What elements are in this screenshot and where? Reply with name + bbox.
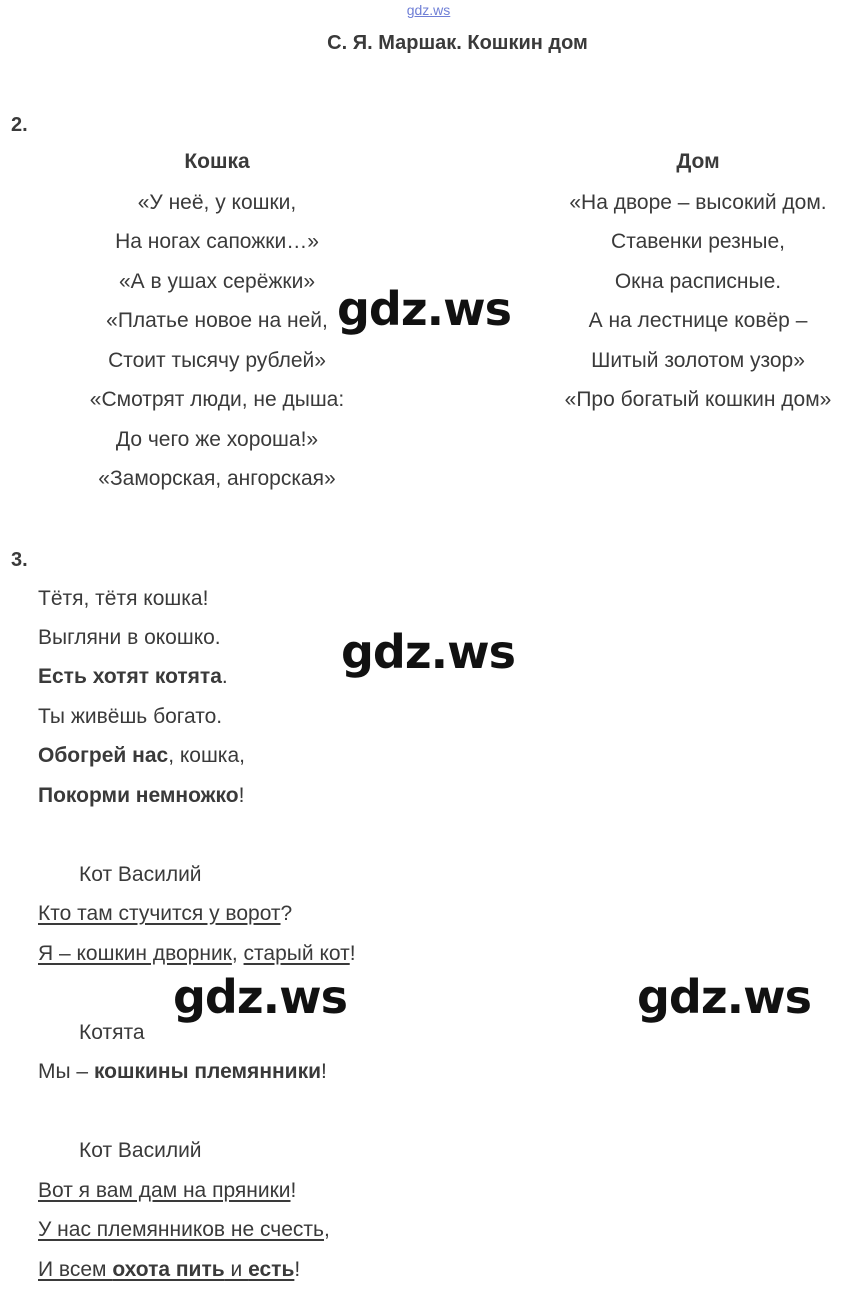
cat-line: «У неё, у кошки, xyxy=(137,191,297,214)
cat-line: «Платье новое на ней, xyxy=(106,309,328,332)
verse-text: И всем xyxy=(38,1258,113,1281)
section-number-2: 2. xyxy=(11,114,28,136)
page-title: С. Я. Маршак. Кошкин дом xyxy=(327,32,588,54)
underlined-text: У нас племянников не счесть xyxy=(38,1218,324,1241)
watermark-text: gdz.ws xyxy=(637,970,811,1024)
watermark-text: gdz.ws xyxy=(341,625,515,679)
verse-text: ! xyxy=(321,1060,327,1083)
verse-line xyxy=(38,1218,330,1242)
watermark-text: gdz.ws xyxy=(173,970,347,1024)
house-line: «На дворе – высокий дом. xyxy=(569,191,827,214)
cat-line: Стоит тысячу рублей» xyxy=(108,349,326,372)
underlined-text: Кто там стучится у ворот xyxy=(38,902,281,925)
cat-line: До чего же хороша!» xyxy=(115,428,319,451)
verse-line: Тётя, тётя кошка! xyxy=(38,587,209,610)
house-line: Шитый золотом узор» xyxy=(591,349,805,372)
cat-column-heading: Кошка xyxy=(184,150,250,173)
verse-line xyxy=(38,784,244,808)
underlined-text: Я – кошкин дворник xyxy=(38,942,232,965)
verse-text: , xyxy=(323,1218,330,1241)
verse-line xyxy=(38,1179,296,1203)
verse-text: ? xyxy=(280,902,293,925)
emphasis-text: кошкины племянники xyxy=(93,1060,322,1083)
verse-line xyxy=(38,1060,327,1084)
verse-line xyxy=(38,744,245,768)
verse-line xyxy=(38,942,356,966)
speaker-name: Котята xyxy=(79,1021,145,1044)
verse-line xyxy=(38,1258,300,1282)
verse-text: , кошка, xyxy=(168,744,245,767)
cat-line: «Смотрят люди, не дыша: xyxy=(89,388,345,411)
verse-text: ! xyxy=(290,1179,297,1202)
verse-line: Ты живёшь богато. xyxy=(38,705,223,728)
underlined-text: Вот я вам дам на пряники xyxy=(38,1179,291,1202)
emphasis-text: Покорми немножко xyxy=(38,784,239,807)
verse-text: , xyxy=(231,942,244,965)
speaker-name: Кот Василий xyxy=(79,863,202,886)
house-line: А на лестнице ковёр – xyxy=(588,309,808,332)
watermark-text: gdz.ws xyxy=(337,282,511,336)
verse-line: Выгляни в окошко. xyxy=(38,626,221,649)
underlined-text: старый кот xyxy=(243,942,350,965)
emphasis-text: Есть хотят котята xyxy=(38,665,222,688)
speaker-name: Кот Василий xyxy=(79,1139,202,1162)
verse-text: . xyxy=(221,665,228,688)
verse-text: Мы – xyxy=(38,1060,94,1083)
emphasis-text: Обогрей нас xyxy=(38,744,169,767)
verse-text: и xyxy=(224,1258,249,1281)
verse-text: ! xyxy=(294,1258,301,1281)
house-line: Окна расписные. xyxy=(614,270,782,293)
emphasis-text: есть xyxy=(248,1258,295,1281)
emphasis-text: охота пить xyxy=(112,1258,225,1281)
section-number-3: 3. xyxy=(11,549,28,571)
verse-text: ! xyxy=(349,942,356,965)
cat-line: «А в ушах серёжки» xyxy=(118,270,316,293)
house-line: Ставенки резные, xyxy=(611,230,785,253)
top-watermark-link[interactable]: gdz.ws xyxy=(406,2,451,18)
verse-text: ! xyxy=(238,784,245,807)
cat-line: «Заморская, ангорская» xyxy=(98,467,336,490)
house-line: «Про богатый кошкин дом» xyxy=(564,388,832,411)
verse-line xyxy=(38,902,292,926)
underlined-text xyxy=(38,1258,294,1281)
verse-line xyxy=(38,665,228,689)
cat-line: На ногах сапожки…» xyxy=(115,230,319,253)
house-column-heading: Дом xyxy=(676,150,720,173)
